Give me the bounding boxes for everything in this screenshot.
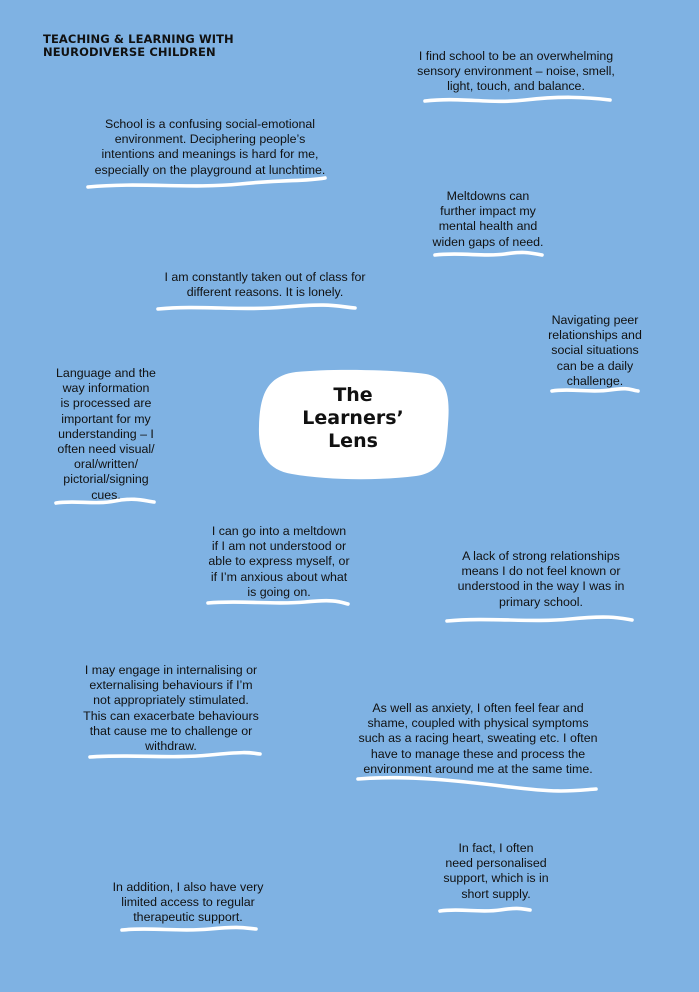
note-text: In fact, I often need personalised support, which is in short supply. — [443, 841, 549, 901]
note-social-emotional — [82, 117, 338, 178]
note-text: As well as anxiety, I often feel fear and shame, coupled with physical symptoms such as a racing heart, sweating etc. I often have to manage these and process the environment around me at the same time. — [358, 701, 598, 776]
note-anxiety — [348, 701, 608, 777]
title-line-2: Learners’ — [302, 407, 404, 429]
note-support — [428, 841, 564, 902]
note-meltdown — [196, 524, 362, 600]
note-text: Language and the way information is processed are important for my understanding – I often need visual/ oral/written/ pictorial/signing cues. — [56, 366, 156, 502]
note-text: A lack of strong relationships means I do not feel known or understood in the way I was in primary school. — [457, 549, 625, 609]
poster-header — [43, 33, 234, 59]
note-sensory — [402, 49, 630, 95]
note-text: Navigating peer relationships and social situations can be a daily challenge. — [548, 313, 642, 388]
note-text: I find school to be an overwhelming sensory environment – noise, smell, light, touch, and balance. — [417, 49, 615, 94]
note-out-of-class — [152, 270, 378, 300]
note-text: I am constantly taken out of class for different reasons. It is lonely. — [164, 270, 366, 300]
header-line-1: TEACHING & LEARNING WITH — [43, 32, 234, 46]
title-blob — [256, 368, 450, 480]
note-therapeutic — [100, 880, 276, 926]
title-line-1: The — [333, 384, 373, 406]
note-text: School is a confusing social-emotional environment. Deciphering people’s intentions and meanings is hard for me, especially on the playground at lunchtime. — [94, 117, 326, 177]
title-line-3: Lens — [328, 430, 378, 452]
squiggle-underline — [0, 0, 1, 1]
note-text: I can go into a meltdown if I am not understood or able to express myself, or if I’m anxious about what is going on. — [208, 524, 350, 599]
note-language — [46, 366, 166, 503]
note-text: Meltdowns can further impact my mental health and widen gaps of need. — [432, 189, 544, 249]
note-meltdowns-impact — [424, 189, 552, 250]
header-line-2: NEURODIVERSE CHILDREN — [43, 45, 216, 59]
note-text: I may engage in internalising or externalising behaviours if I’m not appropriately stimulated. This can exacerbate behaviours that cause me to challenge or withdraw. — [83, 663, 259, 754]
note-relationships — [438, 549, 644, 610]
note-text: In addition, I also have very limited access to regular therapeutic support. — [112, 880, 264, 925]
poster-title — [256, 384, 450, 453]
note-behaviours — [72, 663, 270, 754]
note-peer-relationships — [534, 313, 656, 389]
